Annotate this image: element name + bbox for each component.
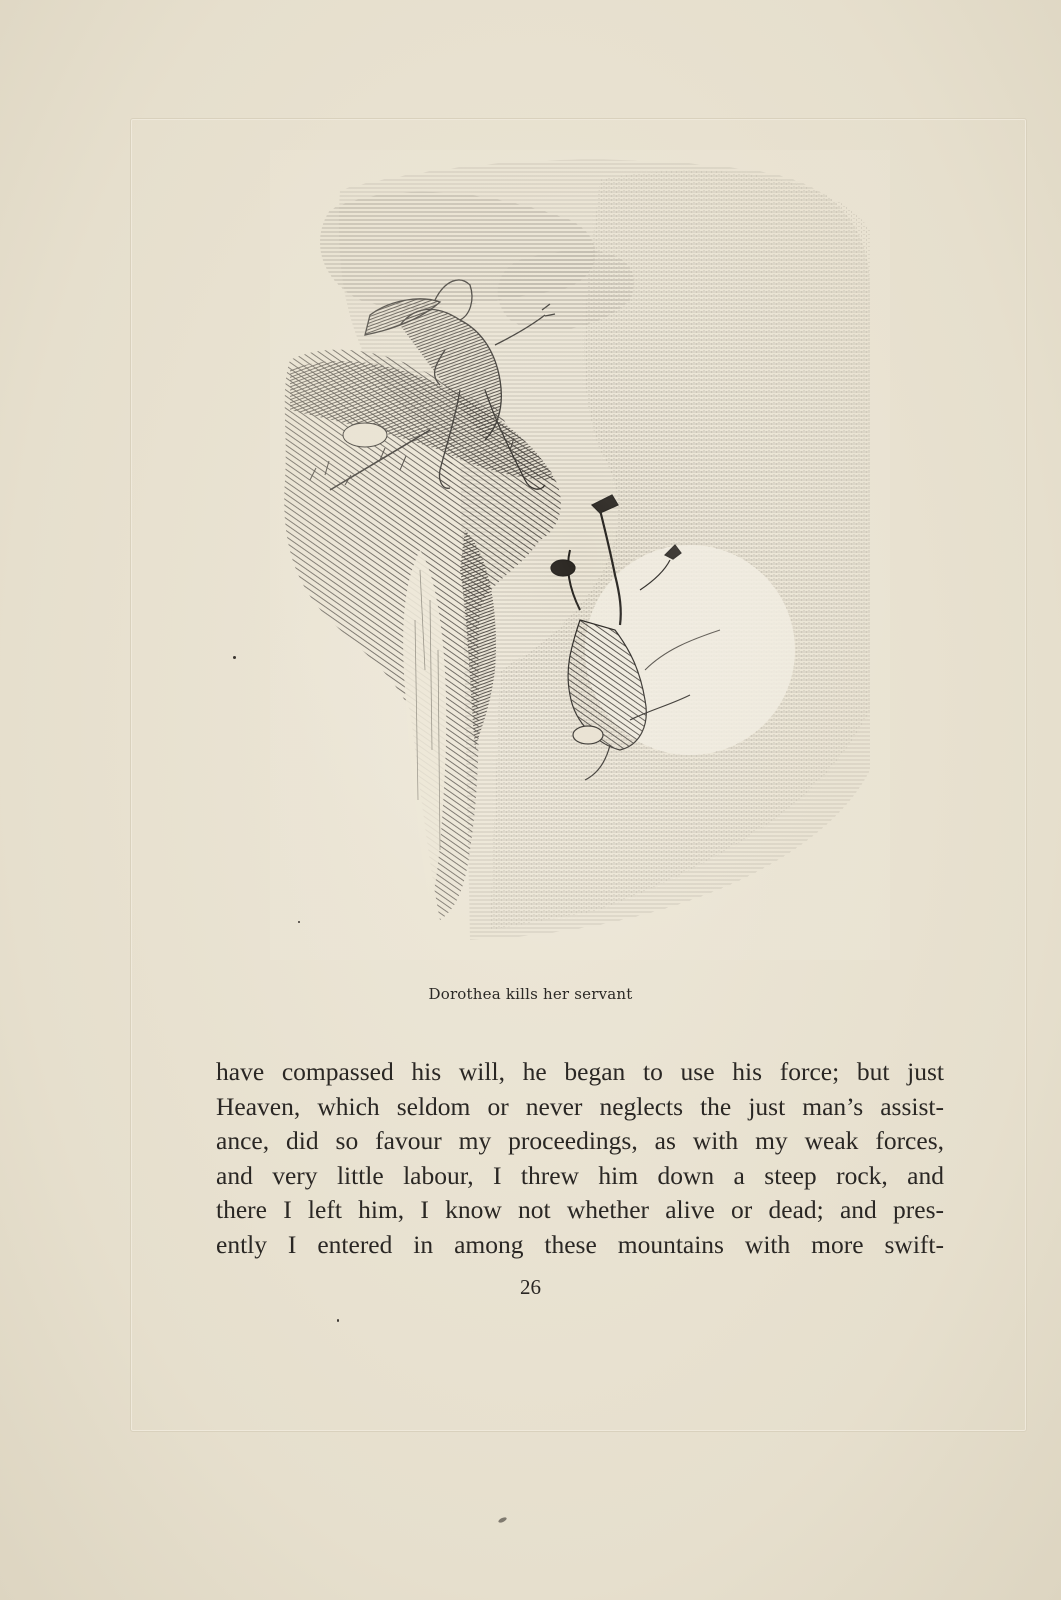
body-text	[216, 1055, 944, 1262]
text-line: there I left him, I know not whether alive or dead; and pres-	[216, 1195, 944, 1224]
engraving-illustration	[270, 150, 890, 960]
paper-speck	[233, 656, 236, 659]
page-number: 26	[520, 1275, 541, 1299]
text-line: ance, did so favour my proceedings, as with my weak forces,	[216, 1126, 944, 1155]
text-line: have compassed his will, he began to use his force; but just	[216, 1057, 944, 1086]
text-line: ently I entered in among these mountains with more swift-	[216, 1229, 944, 1259]
paper-speck	[337, 1319, 339, 1322]
paper-speck	[498, 1516, 508, 1523]
text-line: and very little labour, I threw him down a steep rock, and	[216, 1160, 944, 1190]
illustration-caption: Dorothea kills her servant	[428, 985, 633, 1003]
paper-speck	[298, 921, 300, 923]
text-line: Heaven, which seldom or never neglects the just man’s assist-	[216, 1091, 944, 1121]
